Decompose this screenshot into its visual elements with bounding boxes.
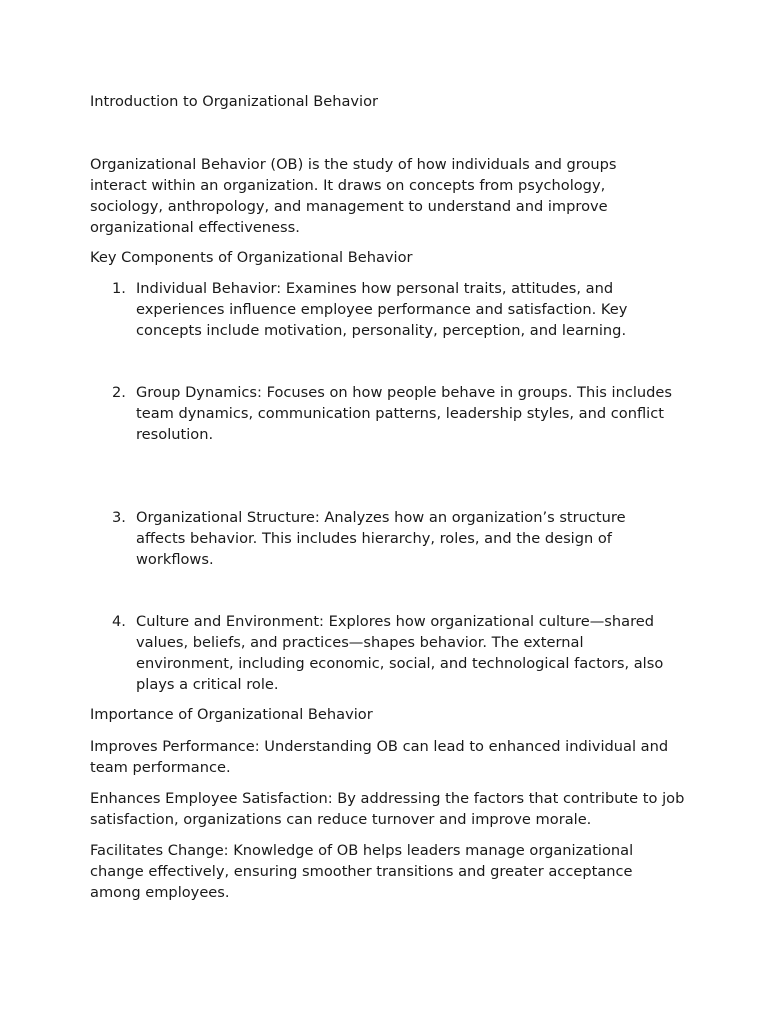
list-item-text: Group Dynamics: Focuses on how people behave in groups. This includes team dynamics, communication patterns, leadership styles, and conflict resolution. [136,384,672,443]
list-item-text: Culture and Environment: Explores how organizational culture—shared values, beliefs, and practices—shapes behavior. The external environment, including economic, social, and technological factors, also plays a critical role. [136,613,664,693]
list-item-number: 3. [112,509,126,526]
importance-paragraph-satisfaction: Enhances Employee Satisfaction: By addressing the factors that contribute to job satisfaction, organizations can reduce turnover and improve morale. [90,790,685,828]
list-item [112,611,672,695]
list-item [112,382,672,445]
document-title: Introduction to Organizational Behavior [90,93,379,110]
list-item [112,507,672,570]
list-item-text: Organizational Structure: Analyzes how an organization’s structure affects behavior. This includes hierarchy, roles, and the design of workflows. [136,509,626,568]
intro-paragraph: Organizational Behavior (OB) is the study of how individuals and groups interact within an organization. It draws on concepts from psychology, sociology, anthropology, and management to understand and improve organizational effectiveness. [90,156,617,236]
list-item-number: 4. [112,613,126,630]
list-item-text: Individual Behavior: Examines how personal traits, attitudes, and experiences influence employee performance and satisfaction. Key concepts include motivation, personality, perception, and learning. [136,280,628,339]
list-item [112,278,672,341]
list-item-number: 2. [112,384,126,401]
key-components-heading: Key Components of Organizational Behavior [90,249,413,266]
importance-paragraph-change: Facilitates Change: Knowledge of OB helps leaders manage organizational change effectively, ensuring smoother transitions and greater acceptance among employees. [90,842,634,901]
importance-paragraph-performance: Improves Performance: Understanding OB can lead to enhanced individual and team performance. [90,738,669,776]
list-item-number: 1. [112,280,126,297]
importance-heading: Importance of Organizational Behavior [90,706,373,723]
